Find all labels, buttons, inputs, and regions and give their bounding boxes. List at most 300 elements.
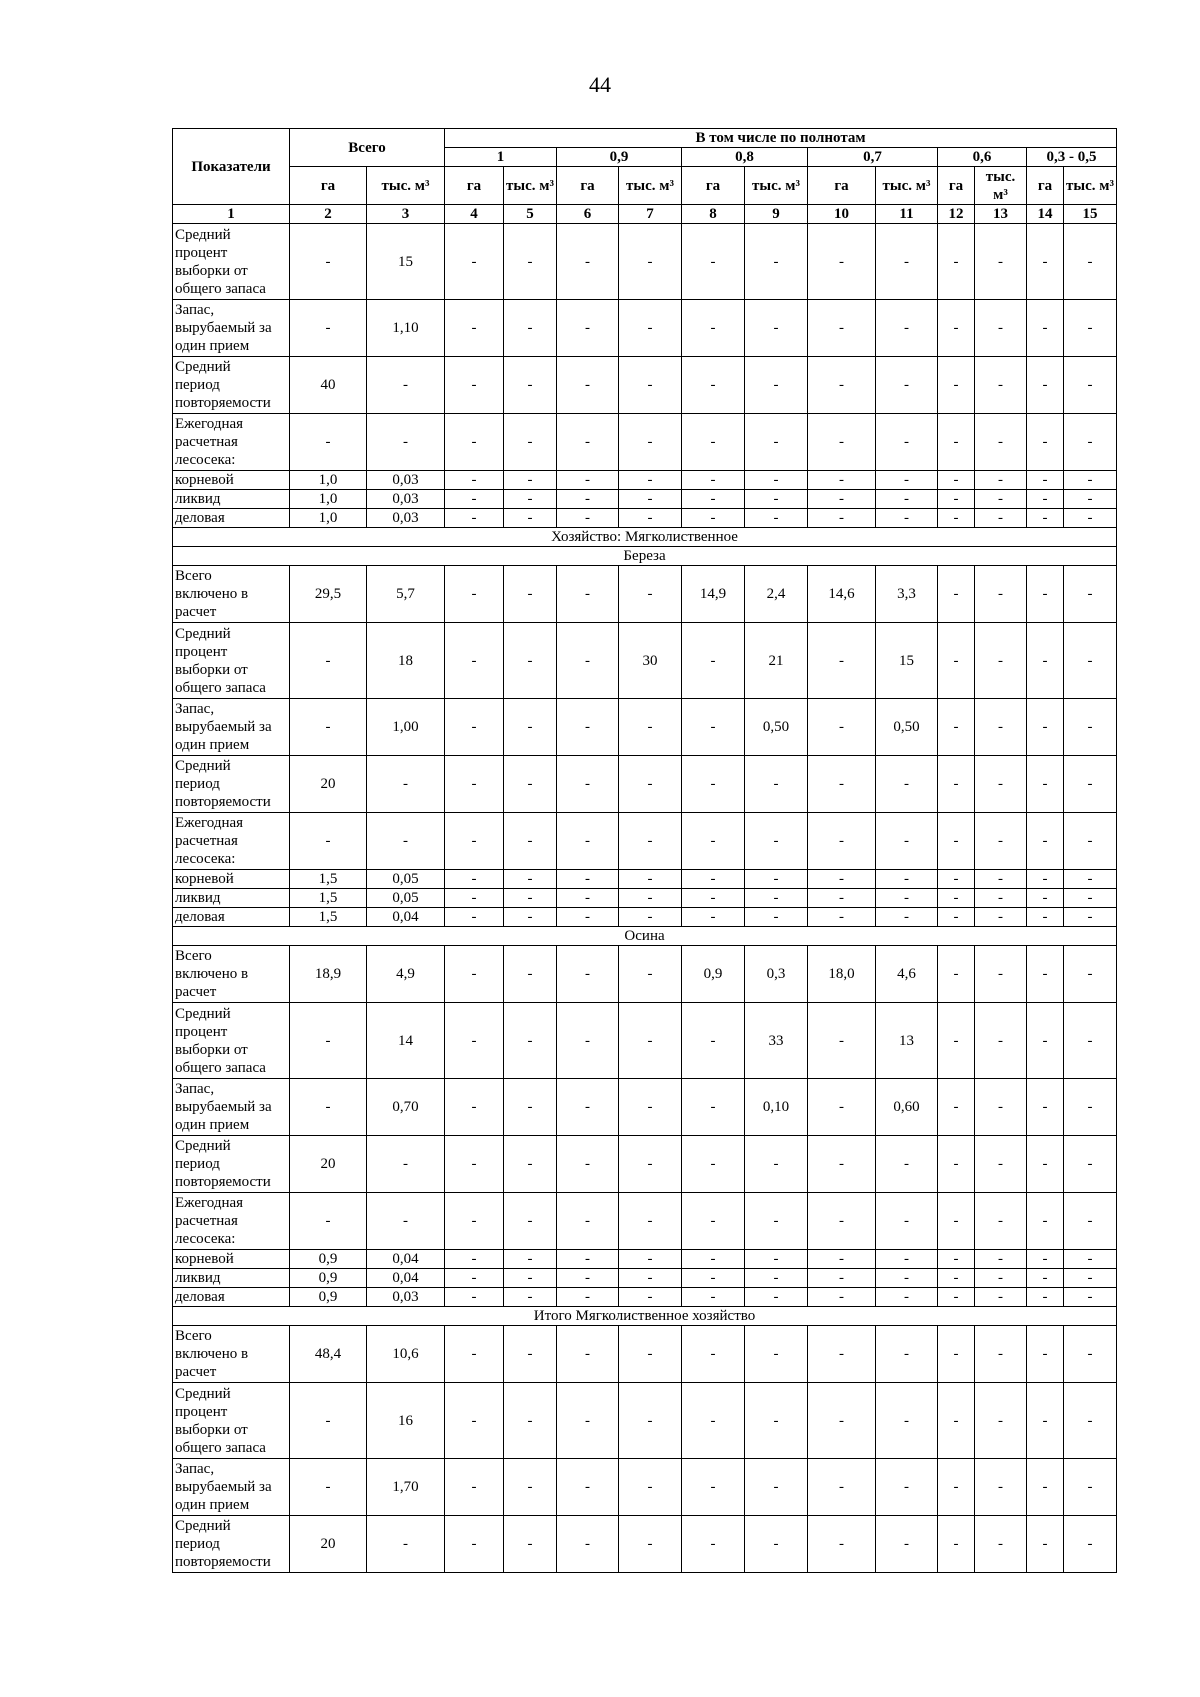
- table-cell: -: [290, 1079, 367, 1136]
- table-cell: -: [938, 224, 975, 300]
- table-cell: 0,04: [367, 908, 445, 927]
- table-row: [173, 889, 1117, 908]
- table-cell: -: [876, 1250, 938, 1269]
- header-unit-m3: тыс. м³: [1064, 167, 1117, 205]
- table-cell: 1,00: [367, 699, 445, 756]
- table-cell: -: [682, 1193, 745, 1250]
- cutting-table: [172, 128, 1117, 1573]
- table-cell: -: [557, 1288, 619, 1307]
- table-cell: 14,6: [808, 566, 876, 623]
- table-cell: -: [445, 813, 504, 870]
- row-label: корневой: [173, 1250, 290, 1269]
- table-cell: -: [808, 509, 876, 528]
- row-label: Всего включено в расчет: [173, 946, 290, 1003]
- table-cell: -: [1064, 1250, 1117, 1269]
- header-unit-ha: га: [682, 167, 745, 205]
- row-label: Средний период повторяемости: [173, 1516, 290, 1573]
- table-cell: -: [1027, 1383, 1064, 1459]
- table-cell: -: [557, 490, 619, 509]
- table-cell: -: [876, 490, 938, 509]
- header-density: 0,3 - 0,5: [1027, 148, 1117, 167]
- table-cell: -: [876, 870, 938, 889]
- table-row: [173, 1193, 1117, 1250]
- table-cell: -: [290, 414, 367, 471]
- column-number: 7: [619, 205, 682, 224]
- table-cell: -: [557, 756, 619, 813]
- header-density: 0,9: [557, 148, 682, 167]
- table-cell: 0,9: [290, 1288, 367, 1307]
- table-cell: 18: [367, 623, 445, 699]
- table-cell: -: [975, 300, 1027, 357]
- column-number: 11: [876, 205, 938, 224]
- table-cell: -: [290, 300, 367, 357]
- table-cell: -: [1064, 224, 1117, 300]
- table-cell: -: [445, 1269, 504, 1288]
- table-cell: -: [975, 870, 1027, 889]
- table-cell: 1,10: [367, 300, 445, 357]
- table-cell: -: [290, 1003, 367, 1079]
- table-cell: -: [504, 1269, 557, 1288]
- table-cell: -: [367, 756, 445, 813]
- table-cell: -: [745, 224, 808, 300]
- table-header: [173, 129, 1117, 224]
- table-cell: -: [1027, 224, 1064, 300]
- table-cell: -: [808, 414, 876, 471]
- table-cell: -: [619, 1136, 682, 1193]
- table-cell: -: [682, 414, 745, 471]
- table-cell: -: [1027, 300, 1064, 357]
- row-label: корневой: [173, 471, 290, 490]
- table-cell: 0,03: [367, 490, 445, 509]
- table-cell: 20: [290, 1516, 367, 1573]
- table-cell: -: [367, 1136, 445, 1193]
- row-label: ликвид: [173, 889, 290, 908]
- table-cell: -: [876, 756, 938, 813]
- table-cell: -: [938, 623, 975, 699]
- table-cell: -: [975, 1079, 1027, 1136]
- table-cell: -: [938, 1136, 975, 1193]
- table-cell: -: [619, 699, 682, 756]
- table-row: [173, 471, 1117, 490]
- row-label: деловая: [173, 509, 290, 528]
- table-cell: -: [975, 224, 1027, 300]
- row-label: Всего включено в расчет: [173, 1326, 290, 1383]
- table-row: [173, 1136, 1117, 1193]
- row-label: корневой: [173, 870, 290, 889]
- column-number: 10: [808, 205, 876, 224]
- table-cell: -: [938, 509, 975, 528]
- table-cell: -: [808, 1269, 876, 1288]
- table-cell: -: [557, 946, 619, 1003]
- table-cell: -: [504, 889, 557, 908]
- table-cell: -: [745, 1269, 808, 1288]
- table-cell: -: [808, 889, 876, 908]
- table-cell: -: [745, 756, 808, 813]
- header-density: 1: [445, 148, 557, 167]
- table-cell: -: [1027, 623, 1064, 699]
- table-body: [173, 224, 1117, 1573]
- table-cell: 0,10: [745, 1079, 808, 1136]
- table-cell: -: [745, 1326, 808, 1383]
- table-cell: -: [1027, 471, 1064, 490]
- table-cell: -: [1027, 414, 1064, 471]
- row-label: Запас, вырубаемый за один прием: [173, 300, 290, 357]
- table-cell: -: [557, 566, 619, 623]
- table-cell: -: [290, 699, 367, 756]
- table-cell: -: [1064, 566, 1117, 623]
- table-cell: -: [445, 490, 504, 509]
- table-cell: -: [504, 1079, 557, 1136]
- table-cell: 0,70: [367, 1079, 445, 1136]
- table-cell: -: [367, 357, 445, 414]
- table-cell: -: [504, 566, 557, 623]
- table-cell: -: [557, 1079, 619, 1136]
- table-row: [173, 1079, 1117, 1136]
- table-cell: -: [619, 1383, 682, 1459]
- table-cell: -: [938, 471, 975, 490]
- table-cell: -: [1064, 300, 1117, 357]
- table-cell: -: [504, 908, 557, 927]
- table-cell: -: [682, 623, 745, 699]
- table-cell: 0,05: [367, 889, 445, 908]
- header-units-row: [173, 167, 1117, 205]
- table-cell: -: [876, 1288, 938, 1307]
- table-cell: -: [808, 699, 876, 756]
- table-cell: -: [1064, 509, 1117, 528]
- table-cell: -: [808, 1459, 876, 1516]
- table-cell: -: [619, 490, 682, 509]
- table-cell: -: [876, 813, 938, 870]
- table-cell: -: [557, 813, 619, 870]
- table-cell: 0,03: [367, 471, 445, 490]
- table-cell: -: [745, 1516, 808, 1573]
- table-cell: -: [504, 699, 557, 756]
- table-cell: -: [938, 908, 975, 927]
- table-cell: -: [619, 756, 682, 813]
- table-cell: -: [557, 357, 619, 414]
- column-number: 9: [745, 205, 808, 224]
- table-cell: -: [975, 813, 1027, 870]
- table-cell: -: [808, 471, 876, 490]
- table-cell: 3,3: [876, 566, 938, 623]
- table-row: [173, 946, 1117, 1003]
- table-cell: -: [938, 566, 975, 623]
- table-cell: 1,0: [290, 471, 367, 490]
- table-cell: -: [975, 490, 1027, 509]
- table-cell: -: [876, 1193, 938, 1250]
- table-cell: -: [1064, 490, 1117, 509]
- table-cell: -: [975, 357, 1027, 414]
- table-cell: -: [1027, 509, 1064, 528]
- table-cell: 1,5: [290, 889, 367, 908]
- table-cell: 1,0: [290, 509, 367, 528]
- header-unit-m3: тыс. м³: [745, 167, 808, 205]
- table-cell: 20: [290, 1136, 367, 1193]
- table-cell: -: [557, 224, 619, 300]
- table-cell: -: [619, 300, 682, 357]
- table-cell: -: [876, 1269, 938, 1288]
- table-cell: -: [557, 509, 619, 528]
- row-label: Средний период повторяемости: [173, 756, 290, 813]
- header-unit-ha: га: [290, 167, 367, 205]
- header-unit-ha: га: [1027, 167, 1064, 205]
- row-label: Средний процент выборки от общего запаса: [173, 1383, 290, 1459]
- table-cell: -: [1064, 1383, 1117, 1459]
- row-label: Запас, вырубаемый за один прием: [173, 699, 290, 756]
- table-cell: -: [808, 300, 876, 357]
- table-cell: 10,6: [367, 1326, 445, 1383]
- column-number: 2: [290, 205, 367, 224]
- table-cell: -: [975, 1288, 1027, 1307]
- table-cell: -: [938, 813, 975, 870]
- table-cell: -: [619, 566, 682, 623]
- table-cell: -: [619, 1459, 682, 1516]
- table-cell: -: [619, 813, 682, 870]
- table-cell: -: [504, 509, 557, 528]
- table-cell: -: [745, 1136, 808, 1193]
- table-row: [173, 566, 1117, 623]
- section-row: [173, 1307, 1117, 1326]
- table-cell: -: [808, 357, 876, 414]
- table-cell: -: [975, 1383, 1027, 1459]
- table-cell: 0,04: [367, 1250, 445, 1269]
- table-cell: -: [938, 490, 975, 509]
- table-cell: -: [290, 1383, 367, 1459]
- table-cell: -: [745, 357, 808, 414]
- table-row: [173, 1288, 1117, 1307]
- header-density: 0,6: [938, 148, 1027, 167]
- table-cell: -: [1027, 946, 1064, 1003]
- row-label: Ежегодная расчетная лесосека:: [173, 1193, 290, 1250]
- table-cell: -: [682, 1079, 745, 1136]
- table-row: [173, 1459, 1117, 1516]
- table-cell: -: [557, 1383, 619, 1459]
- table-cell: -: [975, 756, 1027, 813]
- header-unit-ha: га: [557, 167, 619, 205]
- table-cell: -: [445, 1516, 504, 1573]
- table-cell: -: [682, 1326, 745, 1383]
- table-cell: -: [1027, 1193, 1064, 1250]
- table-cell: -: [745, 1288, 808, 1307]
- table-cell: -: [808, 1250, 876, 1269]
- table-cell: -: [445, 1326, 504, 1383]
- table-cell: 2,4: [745, 566, 808, 623]
- row-label: Средний процент выборки от общего запаса: [173, 623, 290, 699]
- row-label: ликвид: [173, 490, 290, 509]
- table-cell: -: [975, 1459, 1027, 1516]
- table-cell: -: [619, 471, 682, 490]
- column-number: 4: [445, 205, 504, 224]
- section-title: Береза: [173, 547, 1117, 566]
- table-cell: -: [975, 1269, 1027, 1288]
- table-cell: 0,9: [290, 1250, 367, 1269]
- table-cell: 20: [290, 756, 367, 813]
- table-cell: -: [619, 1288, 682, 1307]
- table-cell: -: [682, 490, 745, 509]
- table-cell: 15: [876, 623, 938, 699]
- table-cell: -: [745, 509, 808, 528]
- table-cell: -: [1064, 414, 1117, 471]
- table-cell: 0,3: [745, 946, 808, 1003]
- table-cell: -: [1064, 623, 1117, 699]
- table-cell: -: [808, 1516, 876, 1573]
- table-cell: -: [504, 1003, 557, 1079]
- table-cell: -: [938, 1269, 975, 1288]
- table-cell: -: [1027, 1269, 1064, 1288]
- table-cell: -: [938, 1459, 975, 1516]
- table-cell: -: [504, 946, 557, 1003]
- table-cell: -: [619, 357, 682, 414]
- table-cell: -: [1064, 813, 1117, 870]
- table-cell: -: [1064, 946, 1117, 1003]
- table-cell: 18,0: [808, 946, 876, 1003]
- table-cell: 0,03: [367, 509, 445, 528]
- table-cell: -: [557, 1136, 619, 1193]
- table-cell: -: [682, 1516, 745, 1573]
- table-cell: -: [557, 889, 619, 908]
- table-cell: -: [1027, 566, 1064, 623]
- table-cell: 1,0: [290, 490, 367, 509]
- table-cell: -: [619, 1003, 682, 1079]
- table-row: [173, 1250, 1117, 1269]
- header-indicators: Показатели: [173, 129, 290, 205]
- table-cell: -: [682, 870, 745, 889]
- table-row: [173, 1326, 1117, 1383]
- table-cell: -: [1027, 1003, 1064, 1079]
- table-cell: -: [290, 1193, 367, 1250]
- table-row: [173, 357, 1117, 414]
- table-cell: -: [938, 357, 975, 414]
- table-cell: -: [1027, 813, 1064, 870]
- table-cell: -: [504, 813, 557, 870]
- table-cell: -: [445, 509, 504, 528]
- table-cell: -: [876, 889, 938, 908]
- table-cell: -: [938, 889, 975, 908]
- table-cell: -: [1027, 1136, 1064, 1193]
- table-cell: -: [938, 1516, 975, 1573]
- table-cell: -: [975, 623, 1027, 699]
- table-cell: -: [975, 908, 1027, 927]
- table-cell: -: [1027, 1516, 1064, 1573]
- table-cell: -: [619, 870, 682, 889]
- table-cell: -: [445, 1250, 504, 1269]
- table-cell: -: [808, 813, 876, 870]
- row-label: деловая: [173, 908, 290, 927]
- table-row: [173, 224, 1117, 300]
- table-cell: 15: [367, 224, 445, 300]
- table-cell: 0,9: [290, 1269, 367, 1288]
- table-cell: -: [808, 756, 876, 813]
- table-cell: -: [290, 224, 367, 300]
- table-cell: -: [745, 813, 808, 870]
- table-cell: -: [445, 471, 504, 490]
- column-number: 12: [938, 205, 975, 224]
- table-cell: -: [290, 623, 367, 699]
- table-cell: -: [975, 414, 1027, 471]
- table-cell: -: [745, 471, 808, 490]
- table-cell: 5,7: [367, 566, 445, 623]
- table-cell: -: [445, 1003, 504, 1079]
- table-cell: -: [445, 946, 504, 1003]
- table-cell: -: [619, 1269, 682, 1288]
- table-cell: -: [745, 1459, 808, 1516]
- table-cell: -: [975, 1003, 1027, 1079]
- row-label: Ежегодная расчетная лесосека:: [173, 813, 290, 870]
- table-cell: -: [1064, 1136, 1117, 1193]
- header-unit-m3: тыс. м³: [504, 167, 557, 205]
- table-cell: -: [876, 1516, 938, 1573]
- table-cell: -: [938, 414, 975, 471]
- table-cell: -: [975, 1250, 1027, 1269]
- table-cell: -: [1027, 889, 1064, 908]
- table-cell: -: [938, 1326, 975, 1383]
- table-cell: -: [682, 1459, 745, 1516]
- table-cell: -: [504, 414, 557, 471]
- table-cell: 29,5: [290, 566, 367, 623]
- table-cell: 1,70: [367, 1459, 445, 1516]
- table-cell: 13: [876, 1003, 938, 1079]
- table-cell: -: [445, 566, 504, 623]
- table-cell: -: [557, 300, 619, 357]
- table-cell: -: [504, 1250, 557, 1269]
- table-cell: -: [1027, 490, 1064, 509]
- table-cell: -: [682, 1269, 745, 1288]
- table-cell: -: [682, 224, 745, 300]
- table-cell: -: [557, 1326, 619, 1383]
- table-cell: 4,6: [876, 946, 938, 1003]
- table-row: [173, 870, 1117, 889]
- table-cell: -: [504, 1136, 557, 1193]
- table-cell: -: [938, 946, 975, 1003]
- table-cell: 40: [290, 357, 367, 414]
- table-cell: -: [808, 870, 876, 889]
- table-cell: -: [445, 1079, 504, 1136]
- table-cell: -: [682, 357, 745, 414]
- table-cell: -: [619, 889, 682, 908]
- table-cell: -: [619, 1516, 682, 1573]
- table-cell: -: [1064, 908, 1117, 927]
- table-cell: -: [619, 946, 682, 1003]
- table-cell: -: [975, 1326, 1027, 1383]
- table-cell: -: [876, 1136, 938, 1193]
- header-unit-m3: тыс. м³: [619, 167, 682, 205]
- table-cell: -: [504, 224, 557, 300]
- table-cell: -: [876, 1326, 938, 1383]
- table-cell: -: [445, 908, 504, 927]
- table-cell: -: [1027, 1250, 1064, 1269]
- table-cell: 30: [619, 623, 682, 699]
- table-cell: 18,9: [290, 946, 367, 1003]
- header-density: 0,8: [682, 148, 808, 167]
- table-cell: -: [876, 1383, 938, 1459]
- table-cell: -: [808, 1193, 876, 1250]
- section-title: Осина: [173, 927, 1117, 946]
- table-cell: -: [445, 756, 504, 813]
- header-by-density: В том числе по полнотам: [445, 129, 1117, 148]
- header-unit-m3: тыс. м³: [876, 167, 938, 205]
- section-row: [173, 528, 1117, 547]
- table-cell: -: [367, 1516, 445, 1573]
- table-cell: -: [367, 813, 445, 870]
- table-cell: -: [975, 509, 1027, 528]
- table-cell: -: [1027, 699, 1064, 756]
- table-row: [173, 300, 1117, 357]
- table-cell: -: [1027, 1326, 1064, 1383]
- table-cell: -: [808, 224, 876, 300]
- row-label: Ежегодная расчетная лесосека:: [173, 414, 290, 471]
- table-row: [173, 414, 1117, 471]
- table-cell: -: [682, 509, 745, 528]
